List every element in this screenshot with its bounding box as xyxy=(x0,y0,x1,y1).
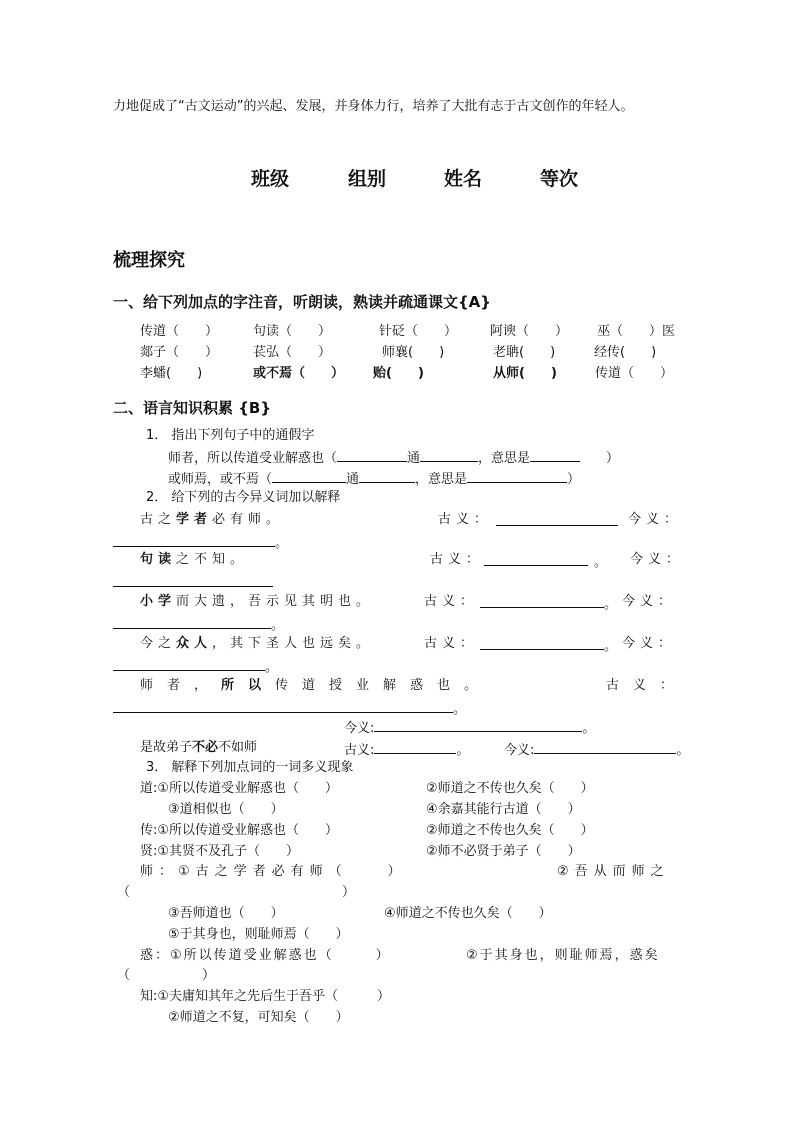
q2-jin-blank: 。 xyxy=(113,615,284,634)
pinyin-item: 老聃( ) xyxy=(493,345,556,360)
pinyin-item: 或不焉（ ） xyxy=(253,366,345,381)
polysemy-dao: 道:①所以传道受业解惑也（ ） xyxy=(140,781,339,796)
q1-line1: 师者，所以传道受业解惑也（ 通 ，意思是 ） xyxy=(168,448,619,467)
polysemy-item: ③吾师道也（ ） xyxy=(168,906,284,921)
q2-jin-label: 今义： xyxy=(630,552,685,567)
polysemy-xian: 贤:①其贤不及孔子（ ） xyxy=(140,844,300,859)
pinyin-item: 从师( ) xyxy=(493,366,557,381)
polysemy-paren: （ ） xyxy=(117,885,356,900)
polysemy-item: ②于其身也，则耻师焉，惑矣 xyxy=(466,948,660,963)
polysemy-item: ②师道之不传也久矣（ ） xyxy=(426,823,594,838)
pinyin-item: 巫（ ）医 xyxy=(597,324,676,339)
polysemy-item: ②吾从而师之 xyxy=(557,864,670,879)
polysemy-chuan: 传:①所以传道受业解惑也（ ） xyxy=(140,823,339,838)
pinyin-item: 郯子（ ） xyxy=(140,345,219,360)
q2-jin-blank: 。 xyxy=(113,533,288,552)
q2-gu-blank: 。 xyxy=(484,552,607,571)
polysemy-item: ②师不必贤于弟子（ ） xyxy=(426,844,581,859)
q1-title: 1． 指出下列句子中的通假字 xyxy=(146,428,315,443)
q2-gu-blank: 。 xyxy=(480,636,617,655)
polysemy-item: ②师道之不传也久矣（ ） xyxy=(426,781,594,796)
q2-gu-blank: 。 xyxy=(113,699,466,718)
pinyin-item: 阿谀（ ） xyxy=(490,324,569,339)
q2-gu-label: 古义： xyxy=(606,678,688,693)
q2-jin-blank: 。 xyxy=(113,657,278,676)
pinyin-item: 针砭（ ） xyxy=(379,324,458,339)
polysemy-item: ⑤于其身也，则耻师焉（ ） xyxy=(168,927,349,942)
q1-line2: 或师焉，或不焉（ 通 ，意思是 ） xyxy=(168,469,580,488)
q2-jin-blank xyxy=(113,573,273,592)
polysemy-zhi: 知:①夫庸知其年之先后生于吾乎（ ） xyxy=(140,989,391,1004)
q2-gu-row: 古义: 。 xyxy=(344,740,469,759)
q2-jin-label: 今义： xyxy=(622,594,677,609)
q2-item-text: 师者，所以传道授业解惑也。 xyxy=(140,678,492,693)
q2-jin-row: 今义: 。 xyxy=(504,740,689,759)
q3-title: 3． 解释下列加点词的一词多义现象 xyxy=(146,760,354,775)
polysemy-item: ③道相似也（ ） xyxy=(168,802,284,817)
polysemy-paren: （ ） xyxy=(117,968,216,983)
q2-gu-label: 古义： xyxy=(424,594,479,609)
polysemy-item: ②师道之不复，可知矣（ ） xyxy=(168,1010,349,1025)
polysemy-shi: 师：①古之学者必有师（ ） xyxy=(140,864,407,879)
polysemy-item: ④余嘉其能行古道（ ） xyxy=(426,802,581,817)
q2-item-text: 是故弟子不必不如师 xyxy=(140,740,258,755)
pinyin-item: 传道（ ） xyxy=(140,324,219,339)
group-field: 组别 xyxy=(348,168,387,190)
q2-jin-row: 今义: 。 xyxy=(344,718,595,737)
pinyin-item: 经传( ) xyxy=(594,345,657,360)
grade-field: 等次 xyxy=(540,168,579,190)
q2-item-text: 句读之不知。 xyxy=(140,552,249,567)
q2-gu-label: 古义： xyxy=(424,636,479,651)
polysemy-item: ④师道之不传也久矣（ ） xyxy=(384,906,552,921)
q2-gu-label: 古义： xyxy=(430,552,485,567)
pinyin-item: 贻( ) xyxy=(373,366,424,381)
q2-jin-label: 今义： xyxy=(628,512,683,527)
q2-title: 2． 给下列的古今异义词加以解释 xyxy=(146,490,341,505)
pinyin-item: 传道（ ） xyxy=(595,366,674,381)
class-field: 班级 xyxy=(251,168,290,190)
q2-gu-blank: 。 xyxy=(480,594,617,613)
pinyin-item: 句读（ ） xyxy=(253,324,332,339)
q2-item-text: 小学而大遗，吾示见其明也。 xyxy=(140,594,375,609)
part2-title: 二、语言知识积累 {B} xyxy=(113,399,272,417)
pinyin-item: 师襄( ) xyxy=(382,345,445,360)
pinyin-item: 苌弘（ ） xyxy=(253,345,332,360)
q2-jin-label: 今义： xyxy=(622,636,677,651)
q2-item-text: 古之学者必有师。 xyxy=(140,512,285,527)
q2-gu-label: 古义： xyxy=(438,512,493,527)
intro-line: 力地促成了“古文运动”的兴起、发展，并身体力行，培养了大批有志于古文创作的年轻人。 xyxy=(113,99,634,114)
q2-item-text: 今之众人，其下圣人也远矣。 xyxy=(140,636,375,651)
polysemy-huo: 惑：①所以传道受业解惑也（ ） xyxy=(140,948,391,963)
pinyin-item: 李蟠( ) xyxy=(140,366,203,381)
name-field: 姓名 xyxy=(444,168,483,190)
section-title: 梳理探究 xyxy=(113,250,185,271)
part1-title: 一、给下列加点的字注音，听朗读，熟读并疏通课文{A} xyxy=(113,293,491,311)
q2-gu-blank xyxy=(496,512,618,531)
